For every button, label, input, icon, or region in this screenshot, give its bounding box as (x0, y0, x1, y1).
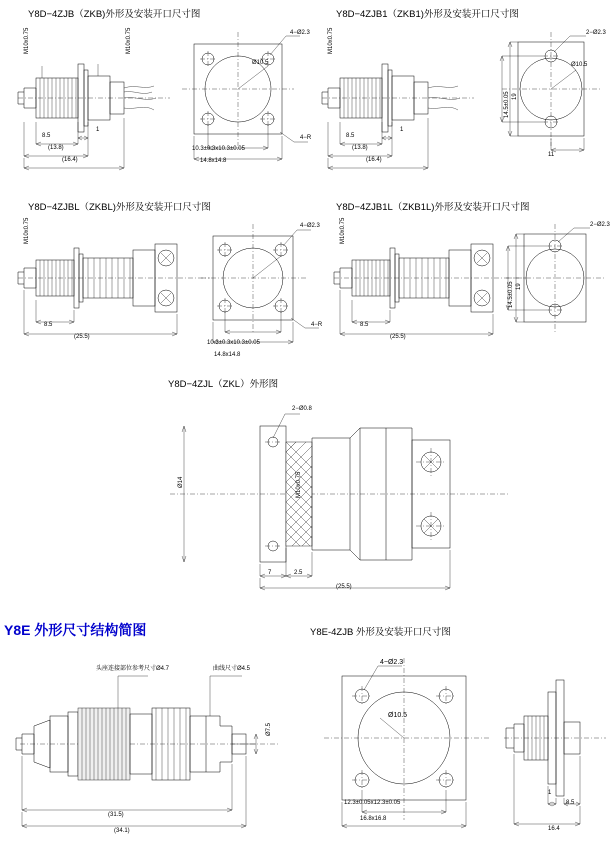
label-v1-4: 19 (516, 283, 522, 290)
label-d3-1: (16.4) (62, 157, 78, 163)
label-hole-5: 2−Ø0.8 (292, 406, 312, 412)
label-hole-3: 4−Ø2.3 (300, 223, 320, 229)
label-d2-2: (13.8) (352, 145, 368, 151)
drawing-y8d-4zjbl-panel (195, 218, 325, 348)
drawing-y8d-4zjbl-side (14, 218, 214, 348)
label-thread-2: M10x0.75 (328, 27, 334, 54)
label-d4-2: 1 (400, 127, 404, 133)
drawing-y8e-4zjb-panel (318, 650, 498, 840)
label-bore-7: Ø10.5 (388, 712, 408, 719)
label-note1-6: 头座连接部位参考尺寸Ø4.7 (96, 666, 170, 672)
label-d1-6: (31.5) (108, 812, 124, 818)
label-thread-5: M10x0.75 (296, 471, 302, 498)
label-d2-4: (25.5) (390, 334, 406, 340)
label-d1-1: 8.5 (42, 133, 51, 139)
label-d2-1: (13.8) (48, 145, 64, 151)
drawing-y8e-outline (10, 650, 290, 840)
label-d2-6: (34.1) (114, 828, 130, 834)
drawing-y8d-4zjb-panel (176, 26, 316, 166)
label-hole-2: 2−Ø2.3 (586, 30, 606, 36)
label-d2-3: (25.5) (74, 334, 90, 340)
label-sq1-7: 12.3±0.05x12.3±0.05 (344, 800, 401, 806)
label-thread-left-1: M10x0.75 (24, 27, 30, 54)
section-title-y8d-4zjl: Y8D−4ZJL（ZKL）外形图 (168, 379, 279, 390)
label-d4-1: 1 (96, 127, 100, 133)
label-slot-1: 4−R (300, 135, 312, 141)
label-dia-5: Ø14 (178, 476, 184, 488)
section-title-y8e-4zjb: Y8E-4ZJB 外形及安装开口尺寸图 (310, 627, 451, 638)
section-title-y8d-4zjb: Y8D−4ZJB（ZKB)外形及安装开口尺寸图 (28, 9, 201, 20)
label-dia-6: Ø7.5 (266, 722, 272, 736)
label-d1-2: 8.5 (346, 133, 355, 139)
label-v2-4: 14.5±0.05 (508, 281, 514, 308)
label-d1-4: 8.5 (360, 322, 369, 328)
label-bore-1: Ø10.5 (252, 60, 269, 66)
drawing-y8e-4zjb-side (500, 672, 610, 842)
label-d1-5: 7 (268, 570, 272, 576)
label-d1-7: 1 (548, 790, 552, 796)
label-d3-5: (25.5) (336, 584, 352, 590)
label-d1-3: 8.5 (44, 322, 53, 328)
label-thread-right-1: M10x0.75 (126, 27, 132, 54)
label-sq2-7: 16.8x16.8 (360, 816, 387, 822)
label-hole-4: 2−Ø2.3 (590, 222, 610, 228)
drawing-y8d-4zjb1-side (318, 26, 478, 176)
label-note2-6: 曲线尺寸Ø4.5 (213, 666, 251, 672)
label-bore-2: Ø10.5 (571, 62, 588, 68)
label-thread-4: M10x0.75 (340, 217, 346, 244)
label-d2-7: 8.5 (566, 800, 575, 806)
label-thread-3: M10x0.75 (24, 217, 30, 244)
label-sq2-1: 14.8x14.8 (200, 158, 227, 164)
drawing-y8d-4zjl (150, 398, 520, 588)
label-v1-2: 19 (512, 93, 518, 100)
section-title-y8d-4zjbl: Y8D−4ZJBL（ZKBL)外形及安装开口尺寸图 (28, 202, 211, 213)
label-slot-3: 4−R (311, 322, 323, 328)
label-hole-1: 4−Ø2.3 (290, 30, 310, 36)
section-title-y8d-4zjb1: Y8D−4ZJB1（ZKB1)外形及安装开口尺寸图 (336, 9, 519, 20)
label-d2-5: 2.5 (294, 570, 303, 576)
section-title-y8d-4zjb1l: Y8D−4ZJB1L（ZKB1L)外形及安装开口尺寸图 (336, 202, 530, 213)
label-sq2-3: 14.8x14.8 (214, 352, 241, 358)
label-d3-7: 16.4 (548, 826, 560, 832)
label-sq1-3: 10.3±0.3x10.3±0.05 (207, 340, 260, 346)
label-d3-2: (16.4) (366, 157, 382, 163)
label-sq1-1: 10.3±0.3x10.3±0.05 (192, 146, 245, 152)
label-hole-7: 4−Ø2.3 (380, 659, 404, 666)
label-v2-2: 14.5±0.05 (504, 91, 510, 118)
label-v3-2: 11 (548, 152, 555, 158)
section-title-y8e-outline: Y8E 外形尺寸结构简图 (4, 622, 147, 638)
drawing-y8d-4zjb-side (14, 26, 174, 176)
